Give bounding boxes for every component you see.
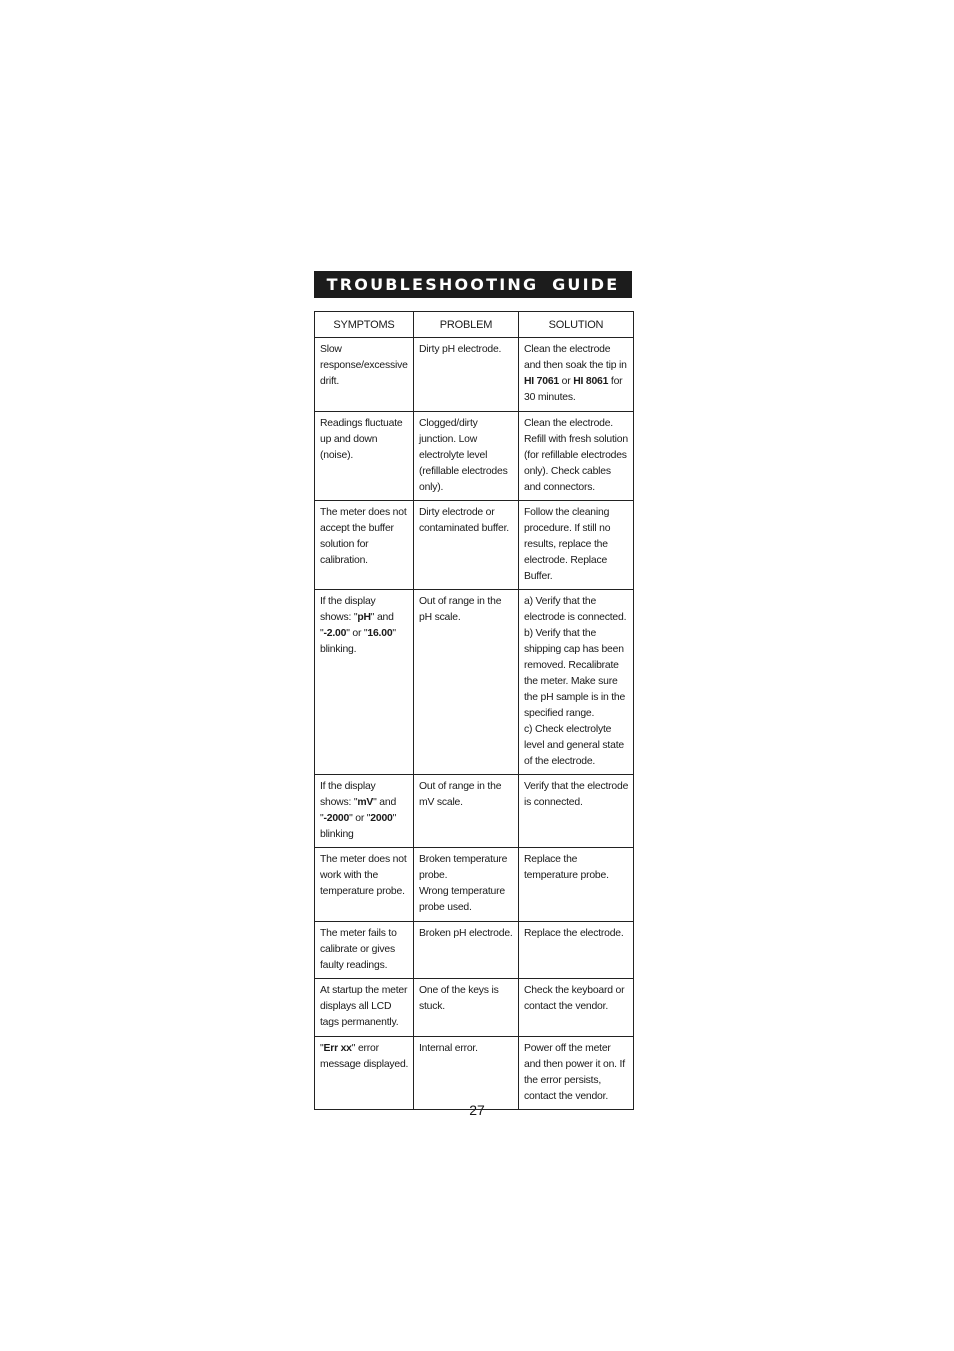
cell-text: Out of range in the mV scale. bbox=[419, 781, 502, 808]
column-header-solution: SOLUTION bbox=[519, 312, 634, 338]
problem-cell bbox=[414, 922, 519, 979]
cell-text: " blinking. bbox=[320, 628, 396, 655]
symptom-cell bbox=[315, 979, 414, 1037]
cell-text: Broken temperature probe. bbox=[419, 854, 508, 881]
cell-text: Readings fluctuate up and down (noise). bbox=[320, 418, 403, 461]
cell-text: Dirty pH electrode. bbox=[419, 344, 502, 355]
cell-text: One of the keys is stuck. bbox=[419, 985, 499, 1012]
cell-text: Replace the electrode. bbox=[524, 928, 624, 939]
cell-text: If the display shows: " bbox=[320, 596, 376, 623]
problem-cell bbox=[414, 590, 519, 775]
cell-text: " or " bbox=[346, 628, 368, 639]
solution-cell bbox=[519, 922, 634, 979]
symptom-cell bbox=[315, 338, 414, 412]
table-row bbox=[315, 501, 634, 590]
symptom-cell bbox=[315, 412, 414, 501]
solution-cell bbox=[519, 412, 634, 501]
bold-text: 16.00 bbox=[367, 628, 393, 639]
problem-cell bbox=[414, 979, 519, 1037]
cell-text: Internal error. bbox=[419, 1043, 478, 1054]
cell-text: or bbox=[559, 376, 574, 387]
cell-text: The meter does not accept the buffer solution for calibration. bbox=[320, 507, 407, 566]
cell-text: b) Verify that the shipping cap has been removed. Recalibrate the meter. Make sure the pH sample is in the specified range. bbox=[524, 628, 626, 719]
solution-cell bbox=[519, 1037, 634, 1110]
table-row bbox=[315, 922, 634, 979]
cell-text: for 30 minutes. bbox=[524, 376, 623, 403]
symptom-cell bbox=[315, 501, 414, 590]
cell-text: If the display shows: " bbox=[320, 781, 376, 808]
bold-text: mV bbox=[357, 797, 374, 808]
cell-text: The meter fails to calibrate or gives faulty readings. bbox=[320, 928, 397, 971]
cell-text: Broken pH electrode. bbox=[419, 928, 513, 939]
bold-text: Err xx bbox=[323, 1043, 352, 1054]
table-row bbox=[315, 590, 634, 775]
troubleshooting-table bbox=[314, 311, 634, 1110]
table-row bbox=[315, 848, 634, 922]
symptom-cell bbox=[315, 590, 414, 775]
table-header-row bbox=[315, 312, 634, 338]
cell-text: Clean the electrode and then soak the tip in bbox=[524, 344, 627, 371]
cell-text: " and " bbox=[320, 612, 394, 639]
cell-text: " and " bbox=[320, 797, 397, 824]
problem-cell bbox=[414, 1037, 519, 1110]
solution-cell bbox=[519, 590, 634, 775]
table-row bbox=[315, 338, 634, 412]
bold-text: -2.00 bbox=[323, 628, 347, 639]
column-header-symptoms: SYMPTOMS bbox=[315, 312, 414, 338]
cell-text: " error message displayed. bbox=[320, 1043, 409, 1070]
cell-text: c) Check electrolyte level and general state of the electrode. bbox=[524, 724, 624, 767]
symptom-cell bbox=[315, 1037, 414, 1110]
page-number: 27 bbox=[469, 1102, 485, 1118]
problem-cell bbox=[414, 775, 519, 848]
solution-cell bbox=[519, 848, 634, 922]
cell-text: At startup the meter displays all LCD tags permanently. bbox=[320, 985, 408, 1028]
column-header-problem: PROBLEM bbox=[414, 312, 519, 338]
symptom-cell bbox=[315, 848, 414, 922]
table-row bbox=[315, 1037, 634, 1110]
bold-text: -2000 bbox=[323, 813, 350, 824]
cell-text: Clogged/dirty junction. Low electrolyte level (refillable electrodes only). bbox=[419, 418, 508, 493]
symptom-cell bbox=[315, 922, 414, 979]
title-bar bbox=[314, 271, 632, 298]
bold-text: HI 8061 bbox=[573, 376, 609, 387]
table-row bbox=[315, 775, 634, 848]
cell-text: " blinking bbox=[320, 813, 397, 840]
symptom-cell bbox=[315, 775, 414, 848]
cell-text: The meter does not work with the temperature probe. bbox=[320, 854, 407, 897]
cell-text: Slow response/excessive drift. bbox=[320, 344, 408, 387]
cell-text: a) Verify that the electrode is connected. bbox=[524, 596, 627, 623]
cell-text: Verify that the electrode is connected. bbox=[524, 781, 629, 808]
cell-text: Power off the meter and then power it on. If the error persists, contact the vendor. bbox=[524, 1043, 625, 1102]
table-row bbox=[315, 412, 634, 501]
problem-cell bbox=[414, 848, 519, 922]
solution-cell bbox=[519, 775, 634, 848]
solution-cell bbox=[519, 979, 634, 1037]
bold-text: HI 7061 bbox=[524, 376, 559, 387]
cell-text: Follow the cleaning procedure. If still no results, replace the electrode. Replace Buffer. bbox=[524, 507, 611, 582]
problem-cell bbox=[414, 501, 519, 590]
bold-text: pH bbox=[357, 612, 371, 623]
solution-cell bbox=[519, 338, 634, 412]
cell-text: " or " bbox=[349, 813, 371, 824]
cell-text: Wrong temperature probe used. bbox=[419, 886, 505, 913]
problem-cell bbox=[414, 412, 519, 501]
cell-text: Check the keyboard or contact the vendor. bbox=[524, 985, 625, 1012]
page-title: TROUBLESHOOTING GUIDE bbox=[326, 275, 620, 294]
cell-text: Dirty electrode or contaminated buffer. bbox=[419, 507, 509, 534]
bold-text: 2000 bbox=[370, 813, 393, 824]
table-body bbox=[315, 338, 634, 1110]
cell-text: " bbox=[320, 1043, 324, 1054]
cell-text: Clean the electrode. Refill with fresh solution (for refillable electrodes only). Check cables and connectors. bbox=[524, 418, 628, 493]
problem-cell bbox=[414, 338, 519, 412]
cell-text: Replace the temperature probe. bbox=[524, 854, 609, 881]
solution-cell bbox=[519, 501, 634, 590]
table-row bbox=[315, 979, 634, 1037]
cell-text: Out of range in the pH scale. bbox=[419, 596, 502, 623]
